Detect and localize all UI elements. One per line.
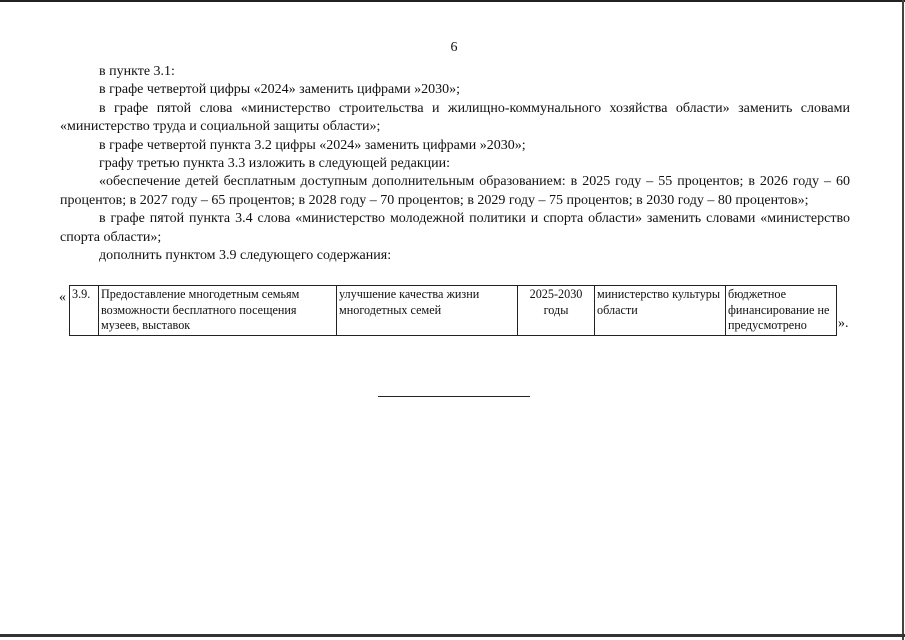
paragraph: в графе четвертой цифры «2024» заменить цифрами »2030»; <box>99 82 460 98</box>
paragraph: в графе четвертой пункта 3.2 цифры «2024» заменить цифрами »2030»; <box>99 137 526 153</box>
cell-goal: улучшение качества жизни многодетных семей <box>337 286 518 336</box>
paragraph: в пункте 3.1: <box>99 64 175 79</box>
paragraph: «обеспечение детей бесплатным доступным дополнительным образованием: в 2025 году – 55 процентов; в 2026 году – 60 процентов; в 2027 году – 65 процентов; в 2028 году – 70 процентов; в 2029 году – 75 процентов; в 2030 году – 80 процентов»; <box>60 174 850 208</box>
closing-divider-line <box>378 396 530 397</box>
cell-period: 2025-2030 годы <box>518 286 595 336</box>
page-bottom-edge <box>0 634 905 637</box>
page-right-edge <box>902 0 904 640</box>
document-body <box>60 63 850 265</box>
cell-executor: министерство культуры области <box>595 286 726 336</box>
page-top-edge <box>0 0 905 2</box>
table-row <box>70 286 837 336</box>
table-opening-quote: « <box>59 290 66 305</box>
amendment-table <box>69 285 837 336</box>
paragraph: графу третью пункта 3.3 изложить в следующей редакции: <box>99 156 451 172</box>
cell-measure: Предоставление многодетным семьям возможности бесплатного посещения музеев, выставок <box>99 286 337 336</box>
paragraph: в графе пятой слова «министерство строительства и жилищно-коммунального хозяйства области» заменить словами «министерство труда и социальной защиты области»; <box>60 100 850 135</box>
page-number: 6 <box>450 40 458 55</box>
paragraph: дополнить пунктом 3.9 следующего содержания: <box>99 248 392 264</box>
cell-item-number: 3.9. <box>70 286 99 336</box>
table-closing-quote: ». <box>838 316 849 331</box>
cell-funding: бюджетное финансирование не предусмотрено <box>726 286 837 336</box>
paragraph: в графе пятой пункта 3.4 слова «министерство молодежной политики и спорта области» заменить словами «министерство спорта области»; <box>60 211 850 245</box>
